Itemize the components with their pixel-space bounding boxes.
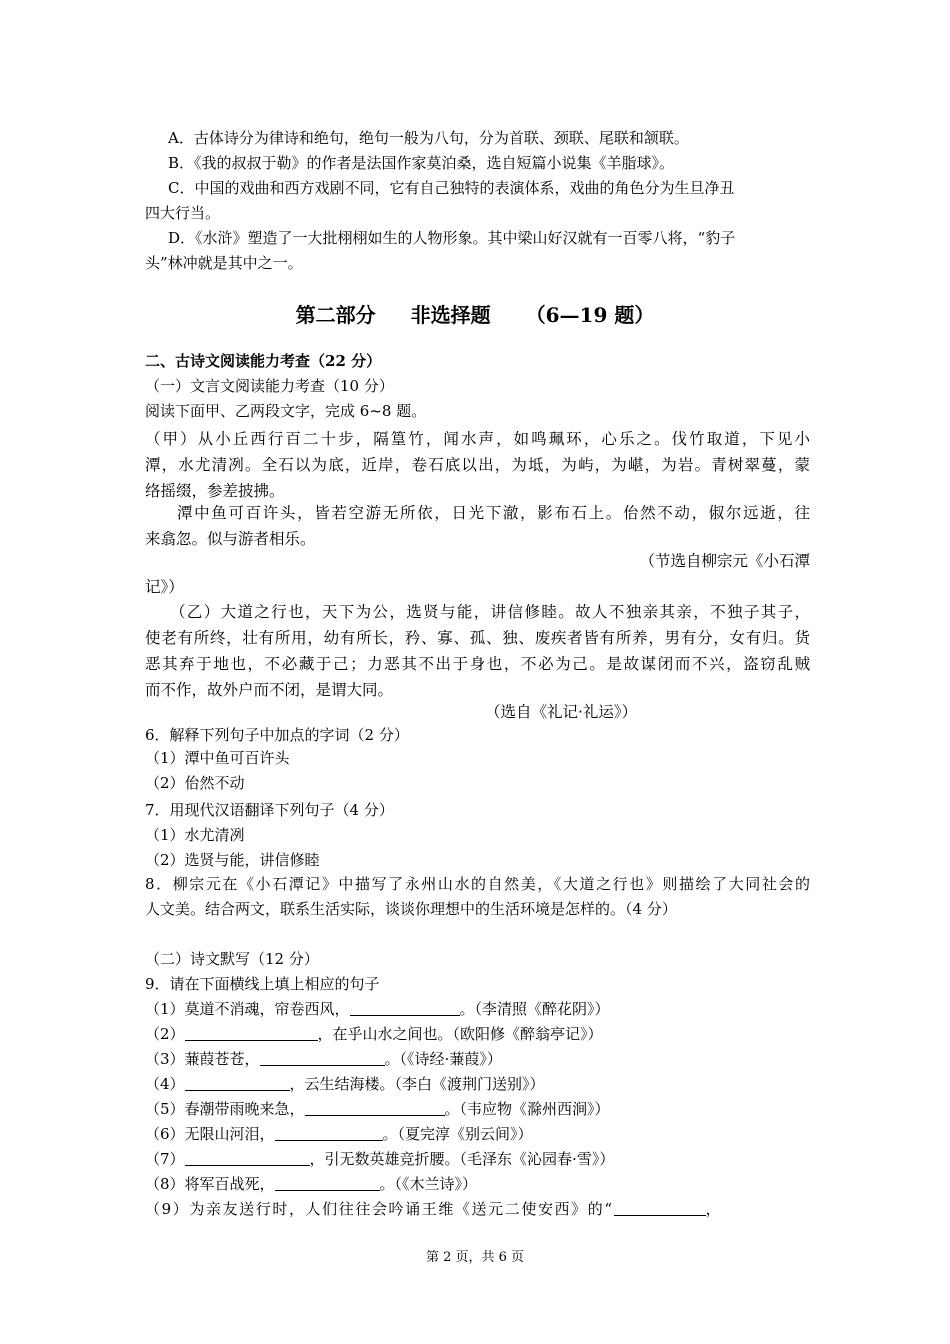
fill-item: （5）春潮带雨晚来急， 。（韦应物《滁州西涧》） <box>145 1100 610 1118</box>
part-title-left: 第二部分 <box>295 303 376 327</box>
answer-blank[interactable] <box>275 1124 383 1141</box>
answer-blank[interactable] <box>614 1199 706 1216</box>
answer-blank[interactable] <box>185 1024 318 1041</box>
question-6-1: （1）潭中鱼可百许头 <box>145 749 290 767</box>
passage-jia-line: 络摇缀，参差披拂。 <box>145 482 285 500</box>
passage-yi-source: （选自《礼记·礼运》） <box>485 703 638 721</box>
fill-item: （8）将军百战死， 。（《木兰诗》） <box>145 1175 478 1193</box>
option-d: D．《水浒》塑造了一大批栩栩如生的人物形象。其中梁山好汉就有一百零八将，“豹子 <box>168 229 736 247</box>
part-title-right: （6—19 题） <box>525 303 655 327</box>
fill-item: （4） ，云生结海楼。（李白《渡荆门送别》） <box>145 1075 545 1093</box>
question-9: 9．请在下面横线上填上相应的句子 <box>145 975 380 993</box>
part-title <box>0 299 950 328</box>
question-6: 6．解释下列句子中加点的字词（2 分） <box>145 726 409 744</box>
question-6-2: （2）佁然不动 <box>145 774 245 792</box>
option-a: A．古体诗分为律诗和绝句，绝句一般为八句，分为首联、颈联、尾联和颔联。 <box>168 129 689 147</box>
passage-yi-line: 使老有所终，壮有所用，幼有所长，矜、寡、孤、独、废疾者皆有所养，男有分，女有归。货 <box>145 629 810 647</box>
answer-blank[interactable] <box>185 1149 310 1166</box>
option-c-cont: 四大行当。 <box>145 204 221 222</box>
page-footer: 第 2 页，共 6 页 <box>425 1250 525 1265</box>
passage-yi-line: 而不作，故外户而不闭，是谓大同。 <box>145 681 394 699</box>
option-b: B．《我的叔叔于勒》的作者是法国作家莫泊桑，选自短篇小说集《羊脂球》。 <box>168 154 675 172</box>
subsection-heading-1: （一）文言文阅读能力考查（10 分） <box>145 377 394 395</box>
option-c: C．中国的戏曲和西方戏剧不同，它有自己独特的表演体系，戏曲的角色分为生旦净丑 <box>168 179 735 197</box>
fill-item: （1）莫道不消魂，帘卷西风， 。（李清照《醉花阴》） <box>145 1000 610 1018</box>
fill-item: （9）为亲友送行时，人们往往会吟诵王维《送元二使安西》的“ ， <box>145 1200 723 1218</box>
fill-item: （7） ，引无数英雄竞折腰。（毛泽东《沁园春·雪》） <box>145 1150 615 1168</box>
subsection-heading-2: （二）诗文默写（12 分） <box>145 950 319 968</box>
passage-yi-line: 恶其弃于地也，不必藏于己；力恶其不出于身也，不必为己。是故谋闭而不兴，盗窃乱贼 <box>145 655 810 673</box>
part-title-middle: 非选择题 <box>410 303 491 327</box>
answer-blank[interactable] <box>260 1049 385 1066</box>
answer-blank[interactable] <box>305 1099 445 1116</box>
fill-item: （6）无限山河泪， 。（夏完淳《别云间》） <box>145 1125 533 1143</box>
passage-jia-source: （节选自柳宗元《小石潭 <box>639 552 810 570</box>
answer-blank[interactable] <box>185 1074 290 1091</box>
question-7: 7．用现代汉语翻译下列句子（4 分） <box>145 801 394 819</box>
passage-jia-line: 来翕忽。似与游者相乐。 <box>145 530 316 548</box>
passage-yi-line: （乙）大道之行也，天下为公，选贤与能，讲信修睦。故人不独亲其亲，不独子其子， <box>170 603 810 621</box>
passage-jia-line: （甲）从小丘西行百二十步，隔篁竹，闻水声，如鸣珮环，心乐之。伐竹取道，下见小 <box>145 430 810 448</box>
question-8: 8．柳宗元在《小石潭记》中描写了永州山水的自然美，《大道之行也》则描绘了大同社会的 <box>145 875 810 893</box>
fill-item: （2） ，在乎山水之间也。（欧阳修《醉翁亭记》） <box>145 1025 603 1043</box>
answer-blank[interactable] <box>275 1174 380 1191</box>
question-8-cont: 人文美。结合两文，联系生活实际，谈谈你理想中的生活环境是怎样的。（4 分） <box>145 900 677 918</box>
question-7-2: （2）选贤与能，讲信修睦 <box>145 851 320 869</box>
passage-jia-line: 潭，水尤清冽。全石以为底，近岸，卷石底以出，为坻，为屿，为嵁，为岩。青树翠蔓，蒙 <box>145 456 810 474</box>
passage-jia-source-cont: 记》） <box>145 578 184 596</box>
section-heading: 二、古诗文阅读能力考查（22 分） <box>145 352 382 370</box>
reading-instruction: 阅读下面甲、乙两段文字，完成 6~8 题。 <box>145 402 427 420</box>
answer-blank[interactable] <box>350 999 460 1016</box>
passage-jia-line: 潭中鱼可百许头，皆若空游无所依，日光下澈，影布石上。佁然不动，俶尔远逝，往 <box>177 504 810 522</box>
question-7-1: （1）水尤清冽 <box>145 826 245 844</box>
fill-item: （3）蒹葭苍苍， 。（《诗经·蒹葭》） <box>145 1050 502 1068</box>
option-d-cont: 头”林冲就是其中之一。 <box>145 254 303 272</box>
